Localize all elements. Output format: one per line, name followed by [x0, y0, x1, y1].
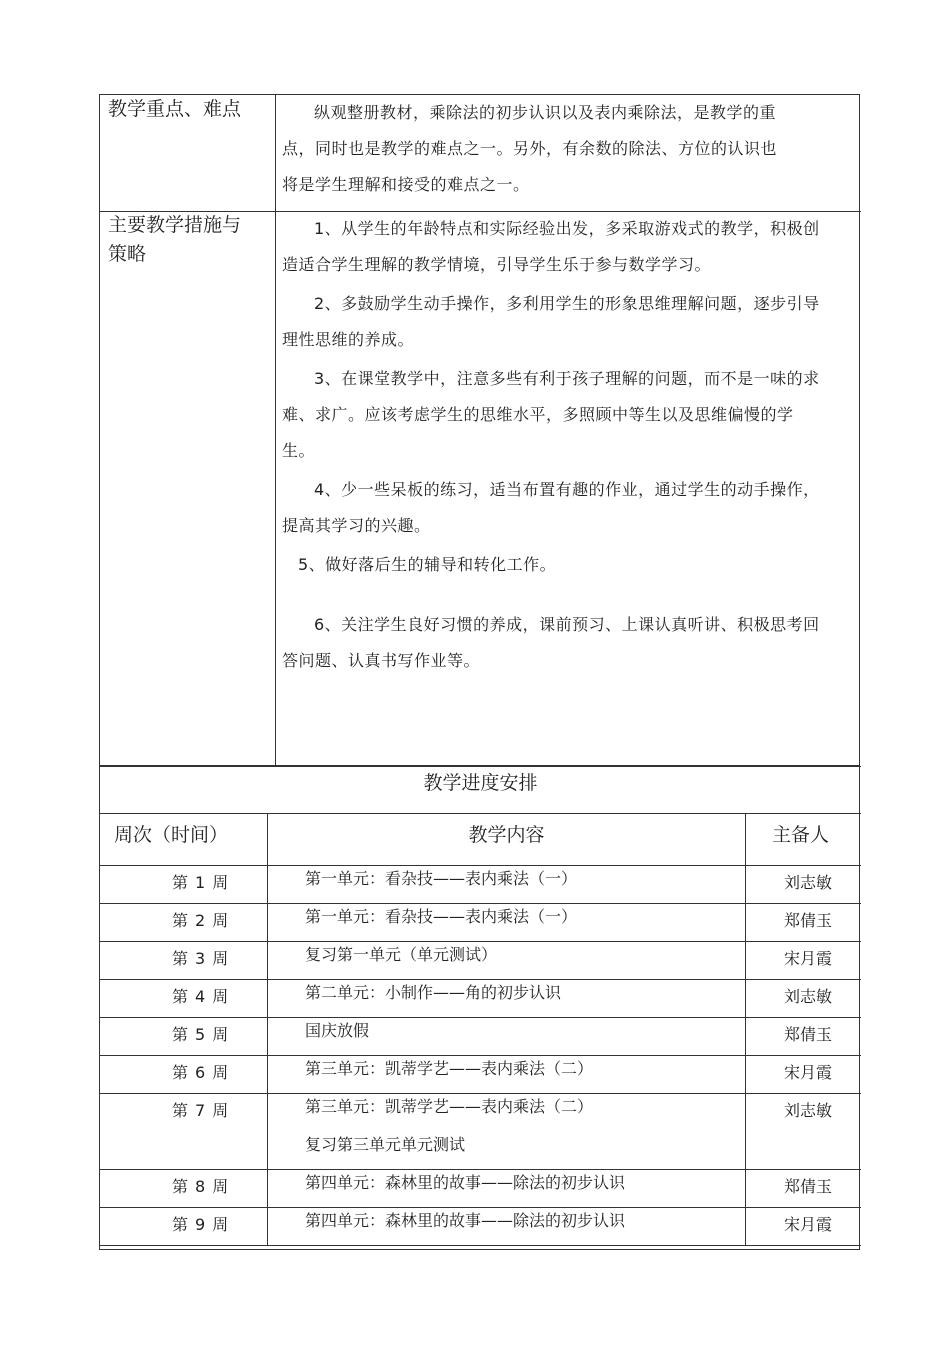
week-suffix: 周 — [212, 1063, 229, 1082]
person-cell: 郑倩玉 — [784, 911, 833, 930]
week-cell — [100, 1056, 268, 1093]
week-cell — [100, 980, 268, 1017]
week-prefix: 第 — [172, 1025, 189, 1044]
week-prefix: 第 — [172, 1215, 189, 1234]
week-prefix: 第 — [172, 949, 189, 968]
week-suffix: 周 — [212, 1215, 229, 1234]
person-cell: 宋月霞 — [784, 1215, 833, 1234]
content-line: 第三单元：凯蒂学艺——表内乘法（二） — [305, 1059, 594, 1078]
week-suffix: 周 — [212, 1025, 229, 1044]
key-points-line-3: 将是学生理解和接受的难点之一。 — [282, 175, 530, 194]
week-prefix: 第 — [172, 1177, 189, 1196]
week-cell — [100, 904, 268, 941]
person-cell: 郑倩玉 — [784, 1025, 833, 1044]
table-row — [100, 1094, 861, 1170]
week-number: 4 — [195, 987, 206, 1006]
measures-label-cell — [100, 211, 276, 766]
week-number: 1 — [195, 873, 206, 892]
key-points-line-1: 纵观整册教材，乘除法的初步认识以及表内乘除法，是教学的重 — [314, 103, 777, 122]
week-cell — [100, 1094, 268, 1169]
week-cell — [100, 866, 268, 903]
table-row — [100, 1208, 861, 1246]
schedule-title: 教学进度安排 — [423, 772, 538, 794]
key-points-line-2: 点，同时也是教学的难点之一。另外，有余数的除法、方位的认识也 — [282, 139, 778, 158]
content-cell — [268, 1208, 746, 1245]
measure-item-3: 3、在课堂教学中，注意多些有利于孩子理解的问题，而不是一味的求难、求广。应该考虑学生的思维水平，多照顾中等生以及思维偏慢的学生。 — [282, 369, 820, 460]
content-line: 复习第一单元（单元测试） — [305, 945, 498, 964]
key-points-content — [276, 95, 861, 211]
content-cell — [268, 1094, 746, 1169]
content-line: 第三单元：凯蒂学艺——表内乘法（二） — [305, 1097, 594, 1116]
key-points-row — [100, 95, 861, 212]
week-cell — [100, 1018, 268, 1055]
week-cell — [100, 1208, 268, 1245]
person-cell: 刘志敏 — [784, 987, 833, 1006]
plan-table — [99, 94, 860, 766]
week-suffix: 周 — [212, 987, 229, 1006]
header-week: 周次（时间） — [100, 814, 268, 866]
measure-item-2: 2、多鼓励学生动手操作，多利用学生的形象思维理解问题，逐步引导理性思维的养成。 — [282, 294, 820, 349]
week-prefix: 第 — [172, 1101, 189, 1120]
key-points-label-cell — [100, 95, 276, 211]
week-number: 9 — [195, 1215, 206, 1234]
measure-item-6: 6、关注学生良好习惯的养成，课前预习、上课认真听讲、积极思考回答问题、认真书写作业等。 — [282, 615, 820, 670]
measures-label-line-2: 策略 — [108, 243, 147, 265]
person-cell: 宋月霞 — [784, 1063, 833, 1082]
person-cell: 郑倩玉 — [784, 1177, 833, 1196]
schedule-table — [99, 766, 860, 1250]
week-suffix: 周 — [212, 873, 229, 892]
week-suffix: 周 — [212, 949, 229, 968]
week-suffix: 周 — [212, 1101, 229, 1120]
content-line: 国庆放假 — [305, 1021, 370, 1040]
week-number: 8 — [195, 1177, 206, 1196]
week-number: 3 — [195, 949, 206, 968]
content-line: 第二单元：小制作——角的初步认识 — [305, 983, 562, 1002]
week-number: 7 — [195, 1101, 206, 1120]
header-person: 主备人 — [746, 814, 861, 866]
week-suffix: 周 — [212, 1177, 229, 1196]
content-line: 第四单元：森林里的故事——除法的初步认识 — [305, 1173, 626, 1192]
content-line: 第四单元：森林里的故事——除法的初步认识 — [305, 1211, 626, 1230]
person-cell: 刘志敏 — [784, 1101, 833, 1120]
measure-item-4: 4、少一些呆板的练习，适当布置有趣的作业，通过学生的动手操作，提高其学习的兴趣。 — [282, 480, 820, 535]
content-line: 第一单元：看杂技——表内乘法（一） — [305, 907, 578, 926]
measures-row — [100, 211, 861, 767]
week-cell — [100, 1170, 268, 1207]
person-cell: 刘志敏 — [784, 873, 833, 892]
week-prefix: 第 — [172, 873, 189, 892]
key-points-label: 教学重点、难点 — [108, 98, 242, 120]
content-line-2: 复习第三单元单元测试 — [305, 1135, 466, 1154]
week-prefix: 第 — [172, 911, 189, 930]
week-suffix: 周 — [212, 911, 229, 930]
schedule-title-row — [100, 766, 861, 814]
measure-item-5: 5、做好落后生的辅导和转化工作。 — [298, 555, 557, 574]
week-prefix: 第 — [172, 1063, 189, 1082]
content-line: 第一单元：看杂技——表内乘法（一） — [305, 869, 578, 888]
week-cell — [100, 942, 268, 979]
measures-content — [276, 211, 861, 766]
week-number: 2 — [195, 911, 206, 930]
measures-label-line-1: 主要教学措施与 — [108, 214, 242, 236]
week-number: 6 — [195, 1063, 206, 1082]
measure-item-1: 1、从学生的年龄特点和实际经验出发，多采取游戏式的教学，积极创造适合学生理解的教学情境，引导学生乐于参与数学学习。 — [282, 219, 820, 274]
header-content: 教学内容 — [268, 814, 746, 866]
week-number: 5 — [195, 1025, 206, 1044]
person-cell: 宋月霞 — [784, 949, 833, 968]
week-prefix: 第 — [172, 987, 189, 1006]
